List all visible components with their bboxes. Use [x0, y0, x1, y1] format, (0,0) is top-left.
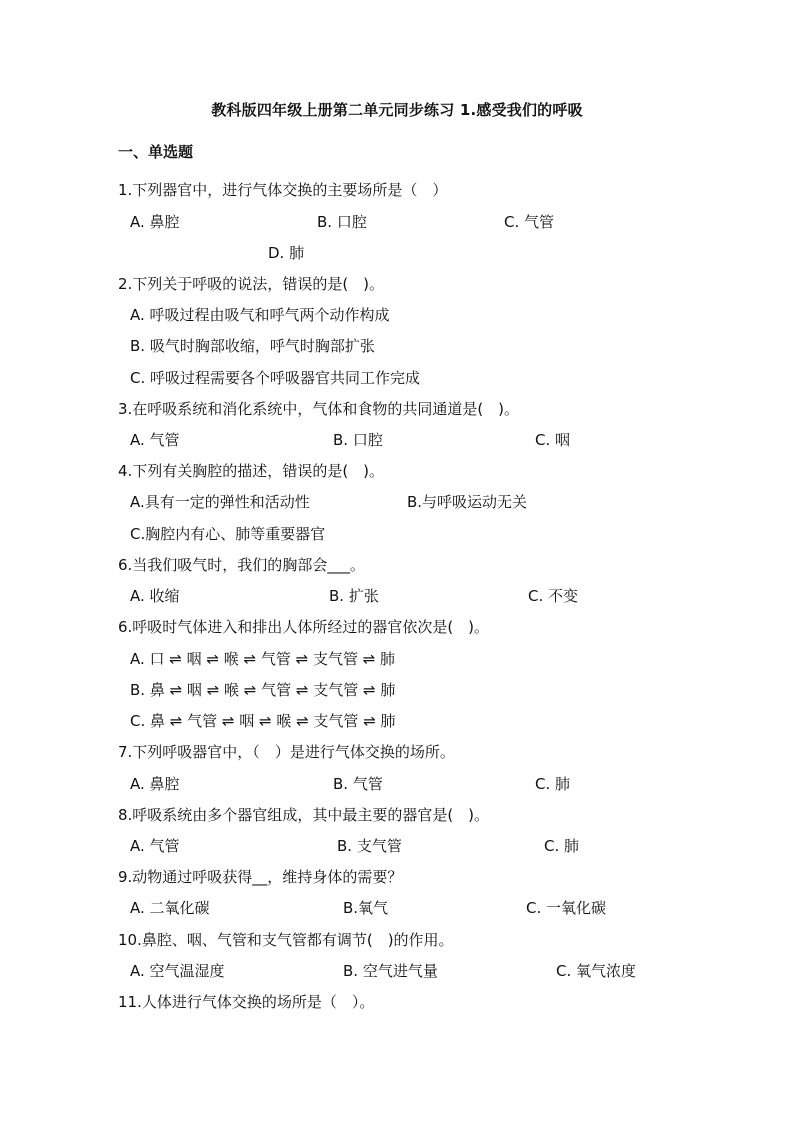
question-stem: 10.鼻腔、咽、气管和支气管都有调节( )的作用。: [118, 931, 454, 949]
option: A. 气管: [130, 837, 180, 855]
question-stem: 8.呼吸系统由多个器官组成，其中最主要的器官是( )。: [118, 806, 490, 824]
question-stem: 11.人体进行气体交换的场所是（ ）。: [118, 993, 375, 1011]
option: A. 气管: [130, 431, 180, 449]
page-title: 教科版四年级上册第二单元同步练习 1.感受我们的呼吸: [211, 101, 583, 119]
question-stem: 7.下列呼吸器官中，（ ）是进行气体交换的场所。: [118, 743, 455, 761]
option: B. 吸气时胸部收缩，呼气时胸部扩张: [130, 337, 375, 355]
option: C. 不变: [528, 587, 579, 605]
question-stem: 6.当我们吸气时，我们的胸部会___。: [118, 556, 365, 574]
option: B. 口腔: [317, 213, 367, 231]
option: B. 扩张: [329, 587, 379, 605]
option: C. 呼吸过程需要各个呼吸器官共同工作完成: [130, 369, 421, 387]
option: A. 二氧化碳: [130, 899, 210, 917]
option: C. 肺: [544, 837, 580, 855]
option: C. 肺: [535, 775, 571, 793]
option: A. 鼻腔: [130, 213, 180, 231]
option: B. 口腔: [333, 431, 383, 449]
option: A.具有一定的弹性和活动性: [130, 493, 310, 511]
option: C. 鼻 ⇌ 气管 ⇌ 咽 ⇌ 喉 ⇌ 支气管 ⇌ 肺: [130, 712, 396, 730]
option: C. 一氧化碳: [526, 899, 607, 917]
question-stem: 4.下列有关胸腔的描述，错误的是( )。: [118, 462, 385, 480]
option: C.胸腔内有心、肺等重要器官: [130, 525, 326, 543]
option: B. 鼻 ⇌ 咽 ⇌ 喉 ⇌ 气管 ⇌ 支气管 ⇌ 肺: [130, 681, 396, 699]
option: B. 支气管: [337, 837, 402, 855]
section-heading: 一、单选题: [118, 143, 194, 161]
option: C. 咽: [535, 431, 571, 449]
question-stem: 6.呼吸时气体进入和排出人体所经过的器官依次是( )。: [118, 618, 490, 636]
option: A. 鼻腔: [130, 775, 180, 793]
option: A. 口 ⇌ 咽 ⇌ 喉 ⇌ 气管 ⇌ 支气管 ⇌ 肺: [130, 650, 396, 668]
option: A. 收缩: [130, 587, 180, 605]
option: B. 空气进气量: [343, 962, 438, 980]
question-stem: 1.下列器官中，进行气体交换的主要场所是（ ）: [118, 181, 448, 199]
question-stem: 9.动物通过呼吸获得__，维持身体的需要？: [118, 868, 403, 886]
option: D. 肺: [268, 244, 305, 262]
option: B. 气管: [333, 775, 383, 793]
option: A. 呼吸过程由吸气和呼气两个动作构成: [130, 306, 390, 324]
option: A. 空气温湿度: [130, 962, 225, 980]
option: B.氧气: [343, 899, 389, 917]
option: B.与呼吸运动无关: [407, 493, 528, 511]
question-stem: 2.下列关于呼吸的说法，错误的是( )。: [118, 275, 385, 293]
option: C. 氧气浓度: [556, 962, 637, 980]
option: C. 气管: [504, 213, 555, 231]
question-stem: 3.在呼吸系统和消化系统中，气体和食物的共同通道是( )。: [118, 400, 520, 418]
